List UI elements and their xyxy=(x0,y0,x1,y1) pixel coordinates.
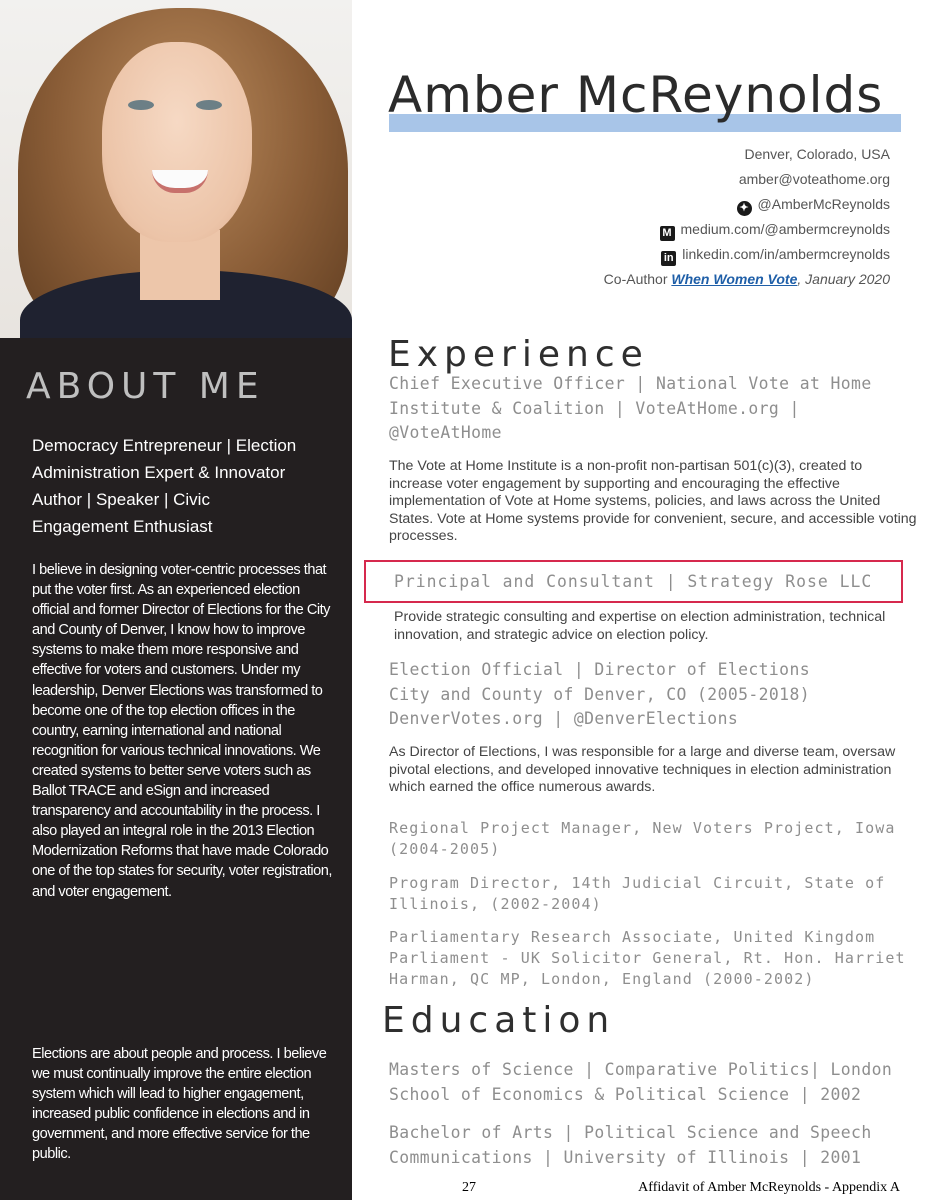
page-title: Amber McReynolds xyxy=(388,66,884,124)
role-line: Illinois, (2002-2004) xyxy=(389,895,602,913)
footer-note: Affidavit of Amber McReynolds - Appendix A xyxy=(638,1180,900,1195)
page-number: 27 xyxy=(462,1180,476,1195)
photo-eye-right xyxy=(196,100,222,110)
role-principal-description: Provide strategic consulting and expertise on election administration, technical innovation, and strategic advice on election policy. xyxy=(394,609,886,643)
role-director xyxy=(389,658,914,732)
location: Denver, Colorado, USA xyxy=(744,146,890,162)
tagline-line: Engagement Enthusiast xyxy=(32,517,213,536)
role-regional xyxy=(389,818,914,860)
degree-line: Masters of Science | Comparative Politics| London xyxy=(389,1060,893,1079)
about-sidebar xyxy=(0,338,352,1200)
degree-line: School of Economics & Political Science | 2002 xyxy=(389,1084,862,1104)
coauthor-date: , January 2020 xyxy=(797,271,890,287)
linkedin-url: linkedin.com/in/ambermcreynolds xyxy=(682,246,890,262)
photo-face xyxy=(102,42,252,242)
medium-icon: M xyxy=(660,226,675,241)
role-line: Chief Executive Officer | National Vote at Home xyxy=(389,374,872,393)
coauthor-line xyxy=(604,267,890,292)
role-program xyxy=(389,873,914,915)
role-line: Election Official | Director of Elections xyxy=(389,660,810,679)
degree-bachelors xyxy=(389,1121,914,1170)
degree-line: Communications | University of Illinois | 2001 xyxy=(389,1147,862,1167)
role-line: Program Director, 14th Judicial Circuit, State of xyxy=(389,874,886,892)
coauthor-prefix: Co-Author xyxy=(603,271,672,287)
role-director-description: As Director of Elections, I was responsible for a large and diverse team, oversaw pivotal elections, and developed innovative techniques in election administration which earned the office numerous awards. xyxy=(389,744,896,795)
degree-line: Bachelor of Arts | Political Science and Speech xyxy=(389,1123,872,1142)
linkedin-icon: in xyxy=(661,251,676,266)
about-paragraph-1: I believe in designing voter-centric processes that put the voter first. As an experienced election official and former Director of Elections for the City and County of Denver, I know how to improve systems to make them more responsive and effective for voters and customers. Under my leadership, Denver Elections was transformed to become one of the top election offices in the country, earning international and national recognition for various technical innovations. We created systems to better serve voters such as Ballot TRACE and eSign and increased transparency and accountability in the process. I also played an integral role in the 2013 Election Modernization Reforms that have made Colorado one of the top states for security, voter registration, and voter engagement. xyxy=(32,562,332,900)
tagline-line: Administration Expert & Innovator xyxy=(32,463,286,482)
twitter-link[interactable] xyxy=(604,192,890,217)
medium-url: medium.com/@ambermcreynolds xyxy=(680,221,890,237)
degree-masters xyxy=(389,1058,914,1107)
role-line: Regional Project Manager, New Voters Project, Iowa xyxy=(389,819,896,837)
tagline-line: Author | Speaker | Civic xyxy=(32,490,210,509)
email-link[interactable]: amber@voteathome.org xyxy=(738,171,890,187)
role-line: (2004-2005) xyxy=(389,840,501,858)
twitter-icon: ✦ xyxy=(737,201,752,216)
role-principal: Principal and Consultant | Strategy Rose LLC xyxy=(394,572,873,591)
role-line: City and County of Denver, CO (2005-2018) xyxy=(389,684,810,704)
role-line: Harman, QC MP, London, England (2000-2002) xyxy=(389,970,815,988)
role-line: @VoteAtHome xyxy=(389,423,502,442)
role-line: Parliament - UK Solicitor General, Rt. Hon. Harriet xyxy=(389,949,906,967)
about-title: ABOUT ME xyxy=(26,366,265,407)
role-parliamentary xyxy=(389,927,914,990)
role-ceo xyxy=(389,372,914,446)
medium-link[interactable] xyxy=(604,217,890,242)
tagline-line: Democracy Entrepreneur | Election xyxy=(32,436,297,455)
book-link[interactable]: When Women Vote xyxy=(671,271,798,287)
role-ceo-description: The Vote at Home Institute is a non-profit non-partisan 501(c)(3), created to increase voter engagement by supporting and encouraging the effective implementation of Vote at Home systems, policies, and laws across the United States. Vote at Home systems provide for convenient, secure, and accessible voting processes. xyxy=(389,458,917,544)
linkedin-link[interactable] xyxy=(604,242,890,267)
photo-eye-left xyxy=(128,100,154,110)
twitter-handle: @AmberMcReynolds xyxy=(757,196,890,212)
profile-photo xyxy=(0,0,352,338)
role-line: Parliamentary Research Associate, United Kingdom xyxy=(389,928,876,946)
about-tagline xyxy=(32,432,332,540)
role-line: Institute & Coalition | VoteAtHome.org | xyxy=(389,398,800,418)
role-line: DenverVotes.org | @DenverElections xyxy=(389,709,739,728)
experience-heading: Experience xyxy=(388,334,649,375)
contact-block xyxy=(604,142,890,292)
education-heading: Education xyxy=(382,1000,616,1041)
about-paragraph-2: Elections are about people and process. I believe we must continually improve the entire election system which will lead to higher engagement, increased public confidence in elections and in government, and more effective service for the public. xyxy=(32,1046,327,1163)
